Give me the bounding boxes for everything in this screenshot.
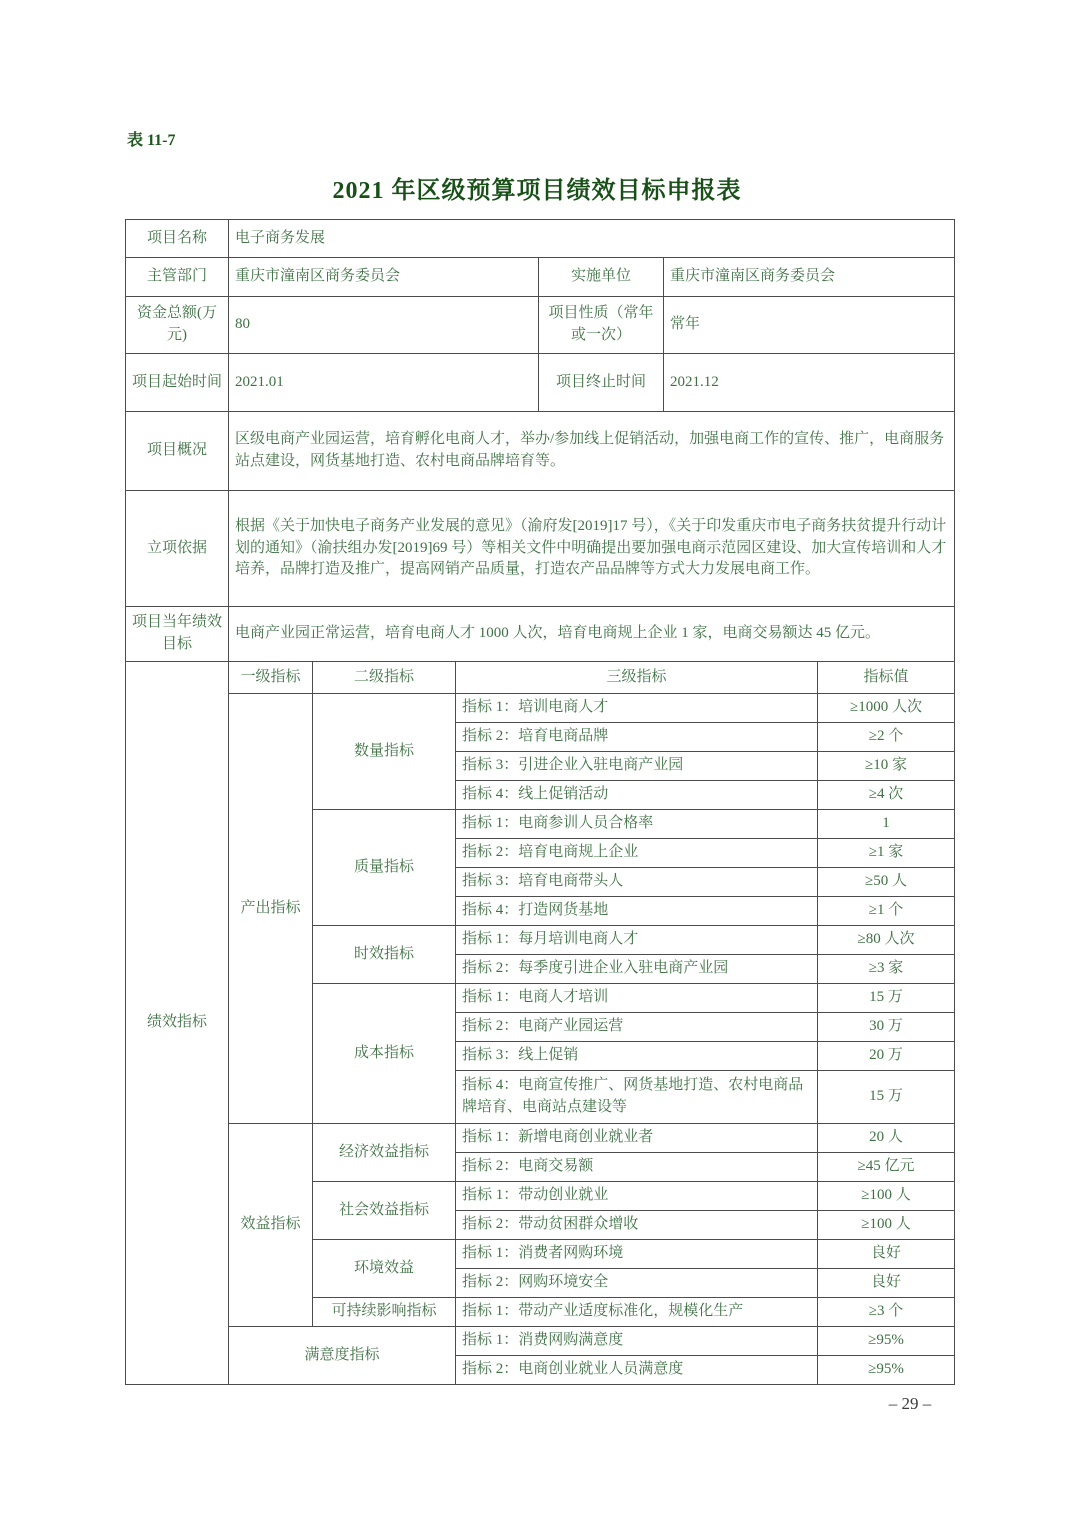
header-level1: 一级指标 bbox=[229, 662, 313, 694]
l3-indicator: 指标 2：培育电商规上企业 bbox=[456, 839, 818, 868]
l3-indicator: 指标 4：线上促销活动 bbox=[456, 781, 818, 810]
basis-value: 根据《关于加快电子商务产业发展的意见》（渝府发[2019]17 号），《关于印发重庆市电子商务扶贫提升行动计划的通知》（渝扶组办发[2019]69 号）等相关文件中明确提出要加强电商示范园区建设、加大宣传培训和人才培养，品牌打造及推广，提高网销产品质量，打造农产品品牌等方式大力发展电商工作。 bbox=[229, 491, 955, 607]
basis-label: 立项依据 bbox=[126, 491, 229, 607]
indicator-value: ≥1 家 bbox=[818, 839, 955, 868]
l3-indicator: 指标 1：每月培训电商人才 bbox=[456, 926, 818, 955]
l3-indicator: 指标 3：线上促销 bbox=[456, 1042, 818, 1071]
l3-indicator: 指标 2：电商创业就业人员满意度 bbox=[456, 1356, 818, 1385]
project-name-value: 电子商务发展 bbox=[229, 220, 955, 258]
doc-label: 表 11-7 bbox=[127, 132, 176, 149]
level1-output: 产出指标 bbox=[229, 694, 313, 1124]
project-nature-value: 常年 bbox=[664, 297, 955, 354]
l3-indicator: 指标 1：新增电商创业就业者 bbox=[456, 1124, 818, 1153]
l3-indicator: 指标 3：培育电商带头人 bbox=[456, 868, 818, 897]
level2-quantity: 数量指标 bbox=[313, 694, 456, 810]
indicator-value: ≥45 亿元 bbox=[818, 1153, 955, 1182]
indicator-value: ≥10 家 bbox=[818, 752, 955, 781]
indicator-value: ≥3 个 bbox=[818, 1298, 955, 1327]
l3-indicator: 指标 2：网购环境安全 bbox=[456, 1269, 818, 1298]
l3-indicator: 指标 1：培训电商人才 bbox=[456, 694, 818, 723]
indicator-value: ≥2 个 bbox=[818, 723, 955, 752]
l3-indicator: 指标 2：带动贫困群众增收 bbox=[456, 1211, 818, 1240]
fund-total-value: 80 bbox=[229, 297, 539, 354]
l3-indicator: 指标 2：电商产业园运营 bbox=[456, 1013, 818, 1042]
indicator-value: ≥80 人次 bbox=[818, 926, 955, 955]
start-time-label: 项目起始时间 bbox=[126, 354, 229, 412]
indicator-value: ≥4 次 bbox=[818, 781, 955, 810]
annual-goal-value: 电商产业园正常运营，培育电商人才 1000 人次，培育电商规上企业 1 家，电商交易额达 45 亿元。 bbox=[229, 607, 955, 662]
l3-indicator: 指标 1：带动创业就业 bbox=[456, 1182, 818, 1211]
l3-indicator: 指标 4：电商宣传推广、网货基地打造、农村电商品牌培育、电商站点建设等 bbox=[456, 1071, 818, 1124]
level2-cost: 成本指标 bbox=[313, 984, 456, 1124]
end-time-label: 项目终止时间 bbox=[539, 354, 664, 412]
overview-value: 区级电商产业园运营，培育孵化电商人才，举办/参加线上促销活动，加强电商工作的宣传、推广，电商服务站点建设，网货基地打造、农村电商品牌培育等。 bbox=[229, 412, 955, 491]
l3-indicator: 指标 1：带动产业适度标准化，规模化生产 bbox=[456, 1298, 818, 1327]
indicator-value: ≥3 家 bbox=[818, 955, 955, 984]
end-time-value: 2021.12 bbox=[664, 354, 955, 412]
indicator-value: 15 万 bbox=[818, 1071, 955, 1124]
level2-economic: 经济效益指标 bbox=[313, 1124, 456, 1182]
indicator-value: ≥1000 人次 bbox=[818, 694, 955, 723]
page-number: – 29 – bbox=[888, 1394, 932, 1413]
header-level2: 二级指标 bbox=[313, 662, 456, 694]
project-nature-label: 项目性质（常年或一次） bbox=[539, 297, 664, 354]
performance-section-label: 绩效指标 bbox=[126, 662, 229, 1385]
overview-label: 项目概况 bbox=[126, 412, 229, 491]
fund-total-label: 资金总额(万元) bbox=[126, 297, 229, 354]
start-time-value: 2021.01 bbox=[229, 354, 539, 412]
impl-unit-value: 重庆市潼南区商务委员会 bbox=[664, 258, 955, 297]
indicator-value: ≥95% bbox=[818, 1356, 955, 1385]
impl-unit-label: 实施单位 bbox=[539, 258, 664, 297]
l3-indicator: 指标 1：消费者网购环境 bbox=[456, 1240, 818, 1269]
header-value: 指标值 bbox=[818, 662, 955, 694]
level2-timeliness: 时效指标 bbox=[313, 926, 456, 984]
level1-satisfaction: 满意度指标 bbox=[229, 1327, 456, 1385]
page-title: 2021 年区级预算项目绩效目标申报表 bbox=[332, 178, 742, 204]
level2-environment: 环境效益 bbox=[313, 1240, 456, 1298]
indicator-value: 20 人 bbox=[818, 1124, 955, 1153]
annual-goal-label: 项目当年绩效目标 bbox=[126, 607, 229, 662]
dept-label: 主管部门 bbox=[126, 258, 229, 297]
indicator-value: 良好 bbox=[818, 1240, 955, 1269]
l3-indicator: 指标 2：培育电商品牌 bbox=[456, 723, 818, 752]
l3-indicator: 指标 2：每季度引进企业入驻电商产业园 bbox=[456, 955, 818, 984]
indicator-value: 30 万 bbox=[818, 1013, 955, 1042]
dept-value: 重庆市潼南区商务委员会 bbox=[229, 258, 539, 297]
performance-target-table bbox=[125, 219, 955, 1385]
level2-social: 社会效益指标 bbox=[313, 1182, 456, 1240]
project-name-label: 项目名称 bbox=[126, 220, 229, 258]
l3-indicator: 指标 2：电商交易额 bbox=[456, 1153, 818, 1182]
indicator-value: 1 bbox=[818, 810, 955, 839]
indicator-value: ≥100 人 bbox=[818, 1211, 955, 1240]
l3-indicator: 指标 1：消费网购满意度 bbox=[456, 1327, 818, 1356]
level2-sustainable: 可持续影响指标 bbox=[313, 1298, 456, 1327]
indicator-value: ≥50 人 bbox=[818, 868, 955, 897]
l3-indicator: 指标 1：电商人才培训 bbox=[456, 984, 818, 1013]
indicator-value: 15 万 bbox=[818, 984, 955, 1013]
l3-indicator: 指标 4：打造网货基地 bbox=[456, 897, 818, 926]
l3-indicator: 指标 3：引进企业入驻电商产业园 bbox=[456, 752, 818, 781]
indicator-value: ≥1 个 bbox=[818, 897, 955, 926]
indicator-value: 良好 bbox=[818, 1269, 955, 1298]
indicator-value: ≥100 人 bbox=[818, 1182, 955, 1211]
l3-indicator: 指标 1：电商参训人员合格率 bbox=[456, 810, 818, 839]
header-level3: 三级指标 bbox=[456, 662, 818, 694]
indicator-value: 20 万 bbox=[818, 1042, 955, 1071]
level1-benefit: 效益指标 bbox=[229, 1124, 313, 1327]
level2-quality: 质量指标 bbox=[313, 810, 456, 926]
indicator-value: ≥95% bbox=[818, 1327, 955, 1356]
